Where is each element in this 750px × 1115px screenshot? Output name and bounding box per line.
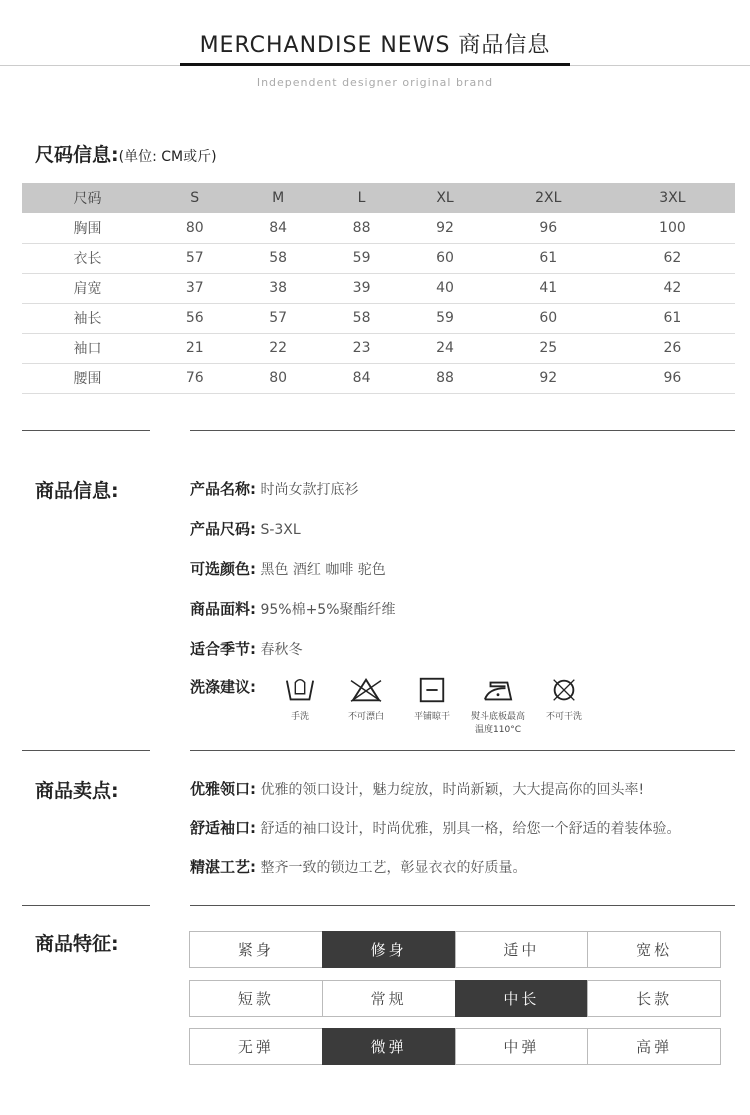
selling-heading: 商品卖点: xyxy=(35,780,119,802)
divider xyxy=(22,430,150,431)
size-col-header: M xyxy=(236,183,319,213)
size-cell: 88 xyxy=(320,213,403,243)
size-cell: 42 xyxy=(610,273,735,303)
care-label-text: 洗涤建议: xyxy=(190,678,256,696)
care-icons xyxy=(272,675,592,735)
care-caption: 平铺晾干 xyxy=(413,712,450,722)
care-item xyxy=(470,675,526,735)
divider xyxy=(22,750,150,751)
feature-row xyxy=(190,980,721,1017)
size-cell: 37 xyxy=(153,273,236,303)
size-cell: 38 xyxy=(236,273,319,303)
size-cell: 96 xyxy=(610,363,735,393)
header-accent-rule xyxy=(180,63,570,66)
size-cell: 57 xyxy=(153,243,236,273)
no-bleach-icon xyxy=(348,675,384,705)
size-cell: 25 xyxy=(487,333,610,363)
selling-item xyxy=(190,856,526,877)
info-value: 95%棉+5%聚酯纤维 xyxy=(260,602,396,618)
size-cell: 57 xyxy=(236,303,319,333)
measure-label: 胸围 xyxy=(22,213,153,243)
size-cell: 80 xyxy=(153,213,236,243)
measure-label: 袖长 xyxy=(22,303,153,333)
care-caption: 手洗 xyxy=(290,712,309,722)
size-cell: 92 xyxy=(487,363,610,393)
size-cell: 92 xyxy=(403,213,486,243)
measure-label: 肩宽 xyxy=(22,273,153,303)
info-item xyxy=(190,518,301,539)
selling-value: 舒适的袖口设计，时尚优雅，别具一格，给您一个舒适的着装体验。 xyxy=(260,821,681,837)
page-subtitle: Independent designer original brand xyxy=(256,76,494,89)
selling-key: 舒适袖口: xyxy=(190,819,256,837)
selling-item xyxy=(190,817,680,838)
table-row xyxy=(22,273,735,303)
info-key: 适合季节: xyxy=(190,640,256,658)
feature-option: 长款 xyxy=(587,980,721,1017)
selling-key: 精湛工艺: xyxy=(190,858,256,876)
size-table xyxy=(22,183,735,394)
feature-option: 高弹 xyxy=(587,1028,721,1065)
size-cell: 59 xyxy=(403,303,486,333)
selling-item xyxy=(190,778,644,799)
page-title: MERCHANDISE NEWS 商品信息 xyxy=(199,33,551,58)
feature-option: 中长 xyxy=(455,980,589,1017)
care-item xyxy=(404,675,460,735)
size-cell: 26 xyxy=(610,333,735,363)
feature-option: 无弹 xyxy=(189,1028,323,1065)
table-row xyxy=(22,243,735,273)
size-cell: 84 xyxy=(320,363,403,393)
size-cell: 58 xyxy=(236,243,319,273)
care-item xyxy=(272,675,328,735)
selling-value: 整齐一致的锁边工艺，彰显衣衣的好质量。 xyxy=(260,860,527,876)
size-col-header: S xyxy=(153,183,236,213)
size-cell: 59 xyxy=(320,243,403,273)
feature-option: 常规 xyxy=(322,980,456,1017)
size-cell: 23 xyxy=(320,333,403,363)
feature-option: 短款 xyxy=(189,980,323,1017)
feature-option: 中弹 xyxy=(455,1028,589,1065)
size-cell: 56 xyxy=(153,303,236,333)
info-value: 春秋冬 xyxy=(260,642,303,658)
measure-label: 衣长 xyxy=(22,243,153,273)
iron-icon xyxy=(480,675,516,705)
size-cell: 80 xyxy=(236,363,319,393)
info-item xyxy=(190,598,396,619)
size-cell: 21 xyxy=(153,333,236,363)
size-cell: 58 xyxy=(320,303,403,333)
info-key: 产品名称: xyxy=(190,480,256,498)
feature-option: 宽松 xyxy=(587,931,721,968)
care-caption: 不可漂白 xyxy=(347,712,384,722)
divider xyxy=(22,905,150,906)
size-cell: 22 xyxy=(236,333,319,363)
size-col-header: L xyxy=(320,183,403,213)
size-cell: 61 xyxy=(610,303,735,333)
selling-key: 优雅领口: xyxy=(190,780,256,798)
measure-label: 袖口 xyxy=(22,333,153,363)
size-cell: 40 xyxy=(403,273,486,303)
features-heading: 商品特征: xyxy=(35,933,119,955)
feature-option: 修身 xyxy=(322,931,456,968)
info-value: S-3XL xyxy=(260,522,301,538)
care-item xyxy=(536,675,592,735)
size-cell: 88 xyxy=(403,363,486,393)
size-col-header: 3XL xyxy=(610,183,735,213)
selling-value: 优雅的领口设计，魅力绽放，时尚新颖，大大提高你的回头率! xyxy=(260,782,645,798)
info-item xyxy=(190,638,302,659)
table-row xyxy=(22,363,735,393)
size-cell: 39 xyxy=(320,273,403,303)
divider xyxy=(190,750,735,751)
size-col-header: XL xyxy=(403,183,486,213)
info-value: 时尚女款打底衫 xyxy=(260,482,359,498)
size-cell: 60 xyxy=(487,303,610,333)
size-cell: 84 xyxy=(236,213,319,243)
table-row xyxy=(22,303,735,333)
care-label xyxy=(190,676,256,697)
size-cell: 96 xyxy=(487,213,610,243)
info-key: 产品尺码: xyxy=(190,520,256,538)
size-unit: (单位: CM或斤) xyxy=(118,149,217,165)
measure-label: 腰围 xyxy=(22,363,153,393)
size-cell: 61 xyxy=(487,243,610,273)
info-item xyxy=(190,558,386,579)
info-item xyxy=(190,478,358,499)
size-heading-text: 尺码信息: xyxy=(35,144,119,166)
size-cell: 60 xyxy=(403,243,486,273)
table-row xyxy=(22,333,735,363)
care-caption: 不可干洗 xyxy=(545,712,582,722)
feature-option: 适中 xyxy=(455,931,589,968)
size-cell: 76 xyxy=(153,363,236,393)
size-col-header: 2XL xyxy=(487,183,610,213)
info-value: 黑色 酒红 咖啡 驼色 xyxy=(260,562,386,578)
care-item xyxy=(338,675,394,735)
size-cell: 100 xyxy=(610,213,735,243)
care-caption: 熨斗底板最高温度110°C xyxy=(470,712,525,735)
table-row xyxy=(22,213,735,243)
feature-option: 微弹 xyxy=(322,1028,456,1065)
size-cell: 62 xyxy=(610,243,735,273)
info-heading: 商品信息: xyxy=(35,480,119,502)
no-dry-clean-icon xyxy=(546,675,582,705)
feature-row xyxy=(190,931,721,968)
size-col-header: 尺码 xyxy=(22,183,153,213)
hand-wash-icon xyxy=(282,675,318,705)
dry-flat-icon xyxy=(414,675,450,705)
size-cell: 41 xyxy=(487,273,610,303)
divider xyxy=(190,905,735,906)
size-heading xyxy=(35,140,217,167)
feature-option: 紧身 xyxy=(189,931,323,968)
divider xyxy=(190,430,735,431)
size-cell: 24 xyxy=(403,333,486,363)
info-key: 可选颜色: xyxy=(190,560,256,578)
feature-row xyxy=(190,1028,721,1065)
info-key: 商品面料: xyxy=(190,600,256,618)
